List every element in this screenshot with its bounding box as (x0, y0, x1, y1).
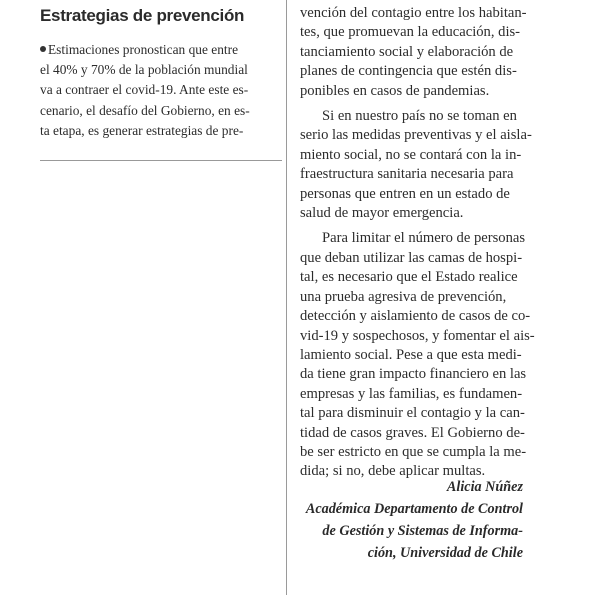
text-line: be ser estricto en que se cumpla la me- (300, 443, 527, 460)
text-line: dida; si no, debe aplicar multas. (300, 463, 486, 480)
text-line: ta etapa, es generar estrategias de pre- (40, 122, 244, 138)
text-line: cenario, el desafío del Gobierno, en es- (40, 102, 250, 118)
horizontal-divider (40, 160, 282, 161)
text-line: que deban utilizar las camas de hospi- (300, 249, 523, 266)
text-line: planes de contingencia que estén dis- (300, 63, 517, 80)
text-line: tidad de casos graves. El Gobierno de- (300, 424, 525, 441)
author-affiliation-line: ción, Universidad de Chile (367, 545, 523, 561)
text-line: vid-19 y sospechosos, y fomentar el ais- (300, 327, 535, 344)
text-line: vención del contagio entre los habitan- (300, 5, 527, 21)
text-line: serio las medidas preventivas y el aisla- (300, 127, 532, 144)
text-line: lamiento social. Pese a que esta medi- (300, 346, 522, 363)
text-line: tanciamiento social y elaboración de (300, 43, 514, 60)
author-name: Alicia Núñez (446, 479, 523, 495)
paragraph-third (300, 229, 540, 481)
text-line: tal para disminuir el contagio y la can- (300, 405, 525, 422)
right-column (300, 4, 540, 482)
bullet-icon (40, 46, 46, 52)
text-line: fraestructura sanitaria necesaria para (300, 166, 514, 183)
text-line: salud de mayor emergencia. (300, 205, 464, 222)
text-line: miento social, no se contará con la in- (300, 146, 522, 163)
section-headline: Estrategias de prevención (40, 6, 245, 25)
text-line: Si en nuestro país no se toman en (322, 108, 517, 125)
left-column (40, 6, 276, 141)
text-line: tes, que promuevan la educación, dis- (300, 24, 521, 41)
text-line: personas que entren en un estado de (300, 185, 510, 202)
text-line: va a contraer el covid-19. Ante este es- (40, 82, 249, 98)
text-line: el 40% y 70% de la población mundial (40, 62, 248, 78)
text-line: una prueba agresiva de prevención, (300, 288, 507, 305)
left-paragraph (40, 40, 276, 141)
paragraph-second (300, 107, 540, 223)
text-line: detección y aislamiento de casos de co- (300, 308, 531, 325)
text-line: Para limitar el número de personas (322, 230, 526, 247)
text-line: ponibles en casos de pandemias. (300, 82, 490, 99)
author-signature (306, 476, 523, 564)
author-affiliation-line: de Gestión y Sistemas de Informa- (322, 523, 523, 539)
text-line: empresas y las familias, es fundamen- (300, 385, 523, 402)
text-line: da tiene gran impacto financiero en las (300, 366, 527, 383)
author-affiliation-line: Académica Departamento de Control (305, 501, 523, 517)
column-divider (286, 0, 287, 595)
paragraph-continuation (300, 4, 540, 101)
text-line (40, 40, 276, 60)
text-line-content: Estimaciones pronostican que entre (48, 42, 239, 57)
text-line: tal, es necesario que el Estado realice (300, 269, 518, 286)
